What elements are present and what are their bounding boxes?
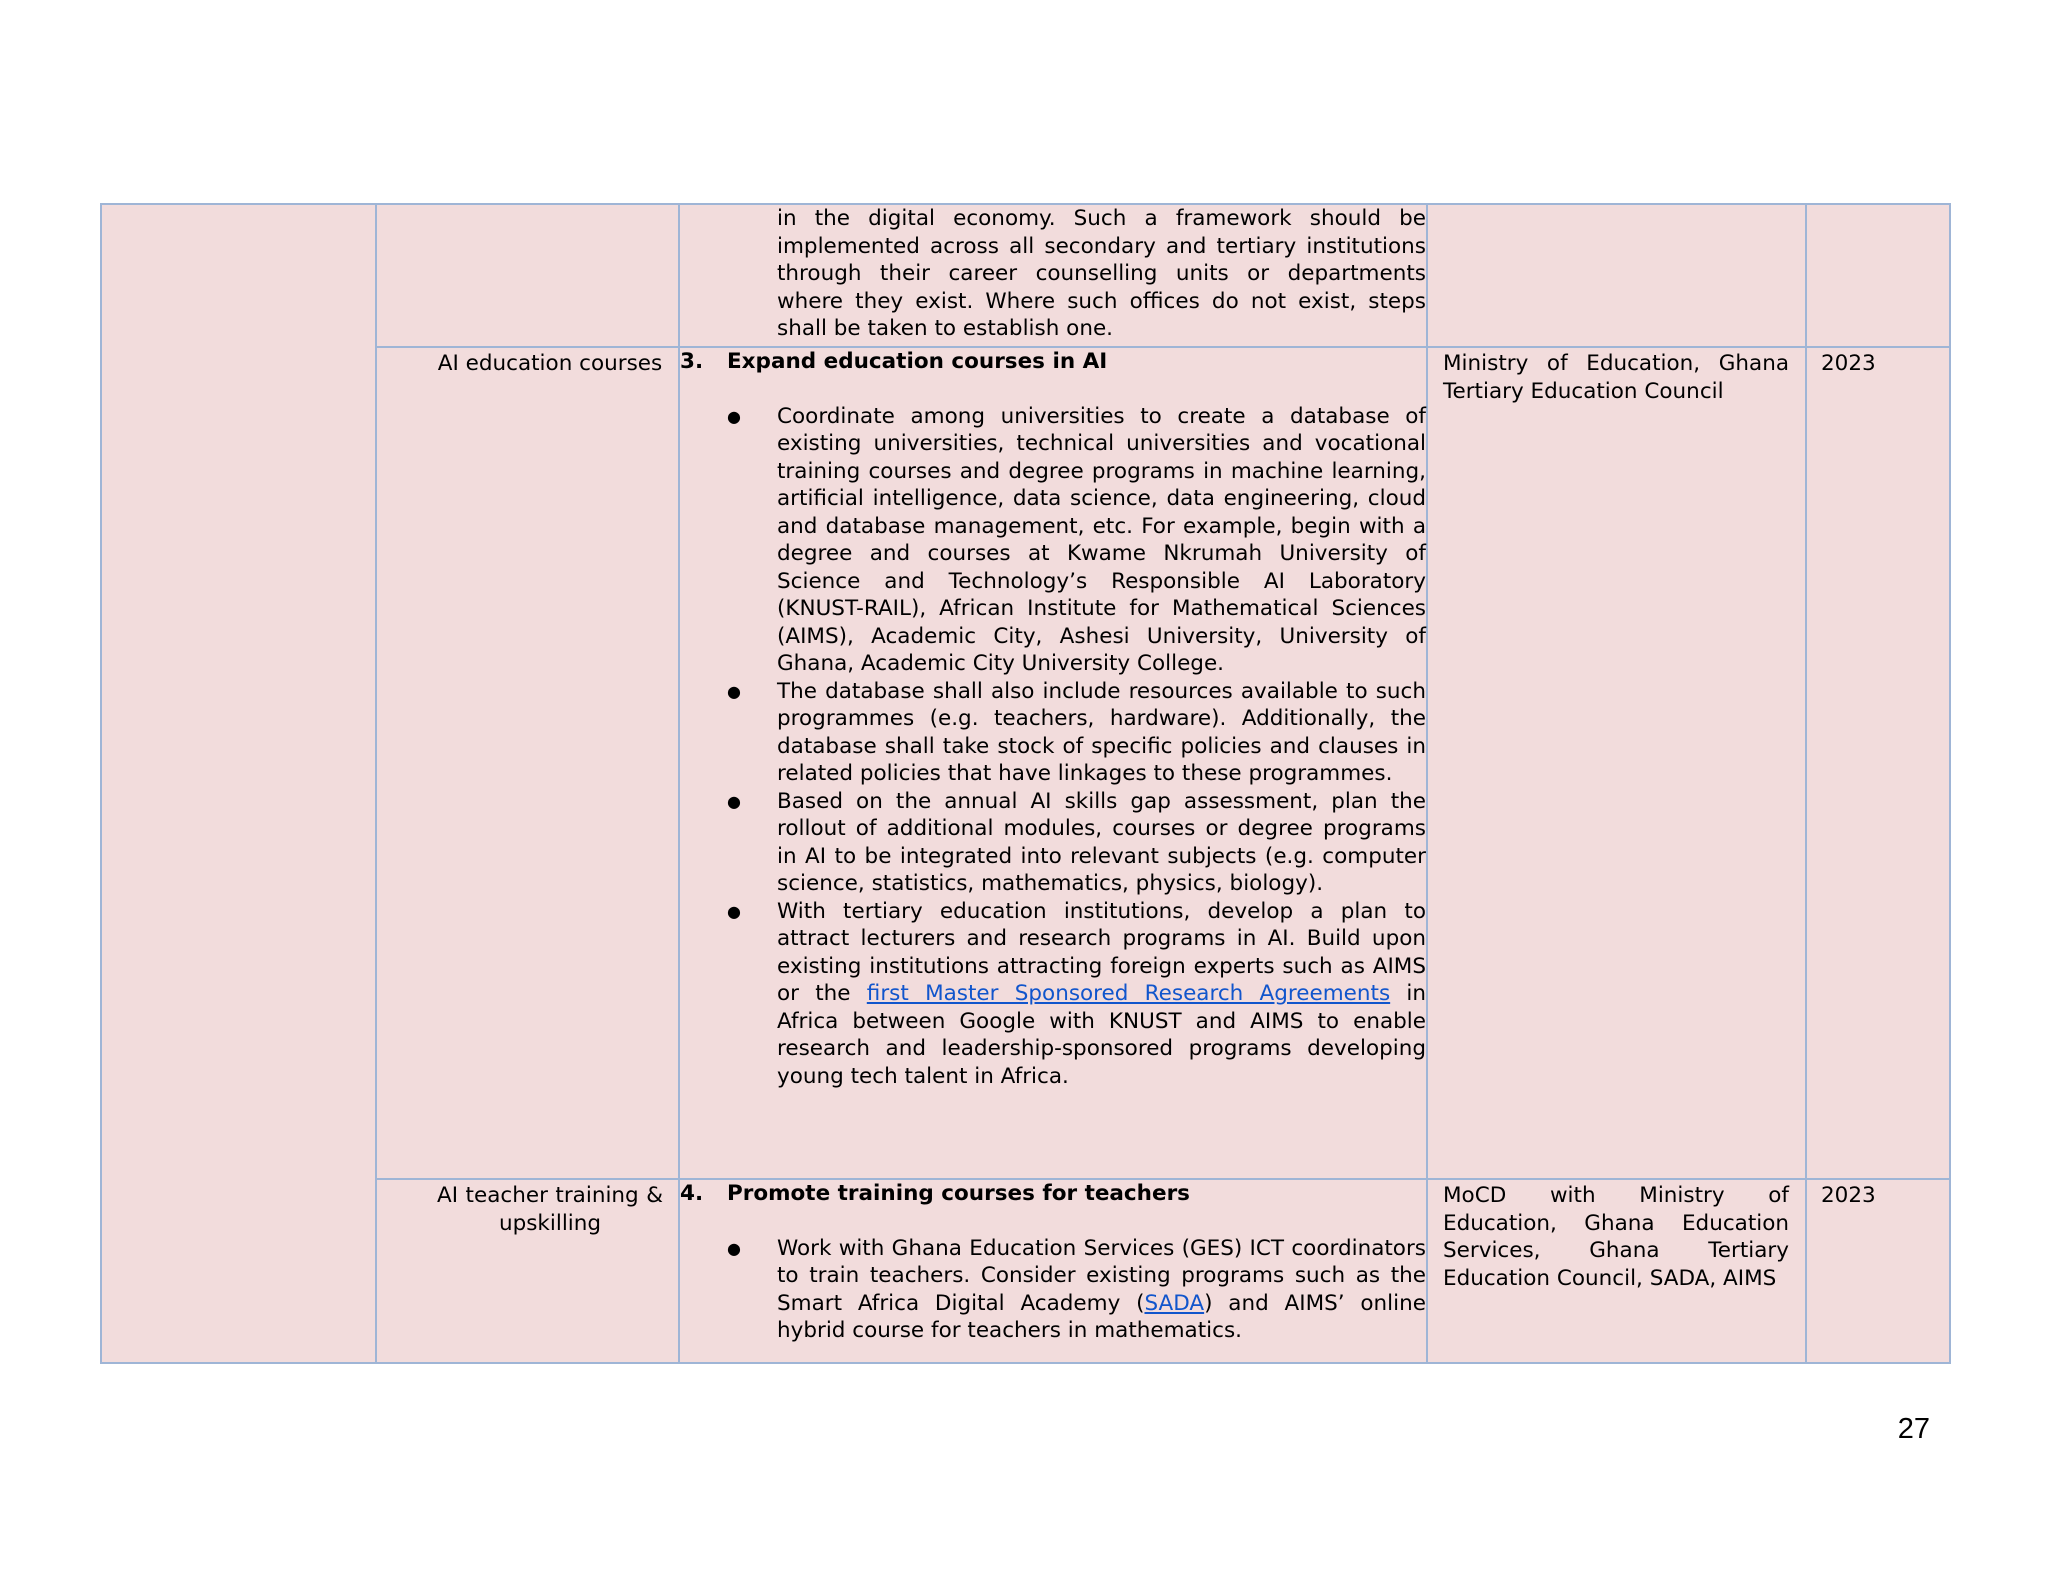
action-cell	[679, 204, 1427, 347]
responsible-text: Ministry of Education, Ghana Tertiary Education Council	[1443, 351, 1789, 404]
area-label: AI education courses	[437, 351, 663, 376]
master-sponsored-research-link[interactable]: first Master Sponsored Research Agreements	[866, 981, 1391, 1006]
list-item	[680, 1235, 1426, 1345]
action-cell	[679, 1179, 1427, 1363]
policy-action-table	[100, 203, 1951, 1364]
action-heading	[680, 348, 1426, 376]
list-item: ● Based on the annual AI skills gap assessment, plan the rollout of additional modules, courses or degree programs in AI to be integrated into relevant subjects (e.g. computer science, statistics, mathematics, physics, biology).	[680, 788, 1426, 898]
action-bullet-list	[680, 403, 1426, 1091]
list-item: ● Coordinate among universities to create a database of existing universities, technical universities and vocational training courses and degree programs in machine learning, artificial intelligence, data science, data engineering, cloud and database management, etc. For example, begin with a degree and courses at Kwame Nkrumah University of Science and Technology’s Responsible AI Laboratory (KNUST-RAIL), African Institute for Mathematical Sciences (AIMS), Academic City, Ashesi University, University of Ghana, Academic City University College.	[680, 403, 1426, 678]
timeline-cell	[1806, 1179, 1950, 1363]
bullet-text: ) and AIMS’ online hybrid course for teachers in mathematics.	[777, 1290, 1426, 1343]
pillar-cell	[101, 204, 376, 1363]
action-title: Promote training courses for teachers	[727, 1181, 1190, 1206]
action-bullet-list	[680, 1235, 1426, 1345]
action-cell	[679, 347, 1427, 1179]
responsible-cell	[1427, 347, 1806, 1179]
table-row-ai-teacher-training	[101, 1179, 1950, 1363]
timeline-year: 2023	[1821, 351, 1876, 376]
action-number: 3.	[680, 349, 704, 374]
list-item	[680, 898, 1426, 1091]
bullet-text: With tertiary education institutions, develop a plan to attract lecturers and research programs in AI. Build upon existing institutions attracting foreign experts such as AIMS or the	[777, 898, 1426, 1006]
responsible-cell	[1427, 1179, 1806, 1363]
timeline-cell-empty	[1806, 204, 1950, 347]
bullet-text: in Africa between Google with KNUST and AIMS to enable research and leadership-sponsored programs developing young tech talent in Africa.	[777, 981, 1427, 1089]
action-heading	[680, 1180, 1426, 1208]
action-title: Expand education courses in AI	[727, 349, 1108, 374]
responsible-text: MoCD with Ministry of Education, Ghana Education Services, Ghana Tertiary Education Council, SADA, AIMS	[1443, 1183, 1789, 1291]
area-label: AI teacher training & upskilling	[437, 1183, 663, 1236]
action-number: 4.	[680, 1181, 704, 1206]
table-row-ai-education-courses	[101, 347, 1950, 1179]
area-cell	[376, 347, 679, 1179]
area-cell-empty	[376, 204, 679, 347]
area-cell	[376, 1179, 679, 1363]
timeline-year: 2023	[1821, 1183, 1876, 1208]
continued-bullet-text: in the digital economy. Such a framework should be implemented across all secondary and tertiary institutions through their career counselling units or departments where they exist. Where such offices do not exist, steps shall be taken to establish one.	[777, 206, 1426, 341]
responsible-cell-empty	[1427, 204, 1806, 347]
table-row-continuation	[101, 204, 1950, 347]
timeline-cell	[1806, 347, 1950, 1179]
sada-link[interactable]: SADA	[1144, 1290, 1205, 1316]
list-item: ● The database shall also include resources available to such programmes (e.g. teachers, hardware). Additionally, the database shall take stock of specific policies and clauses in related policies that have linkages to these programmes.	[680, 678, 1426, 788]
bullet-text: Work with Ghana Education Services (GES) ICT coordinators to train teachers. Consider existing programs such as the Smart Africa Digital Academy (	[777, 1235, 1426, 1316]
page-number: 27	[1897, 1413, 1930, 1445]
